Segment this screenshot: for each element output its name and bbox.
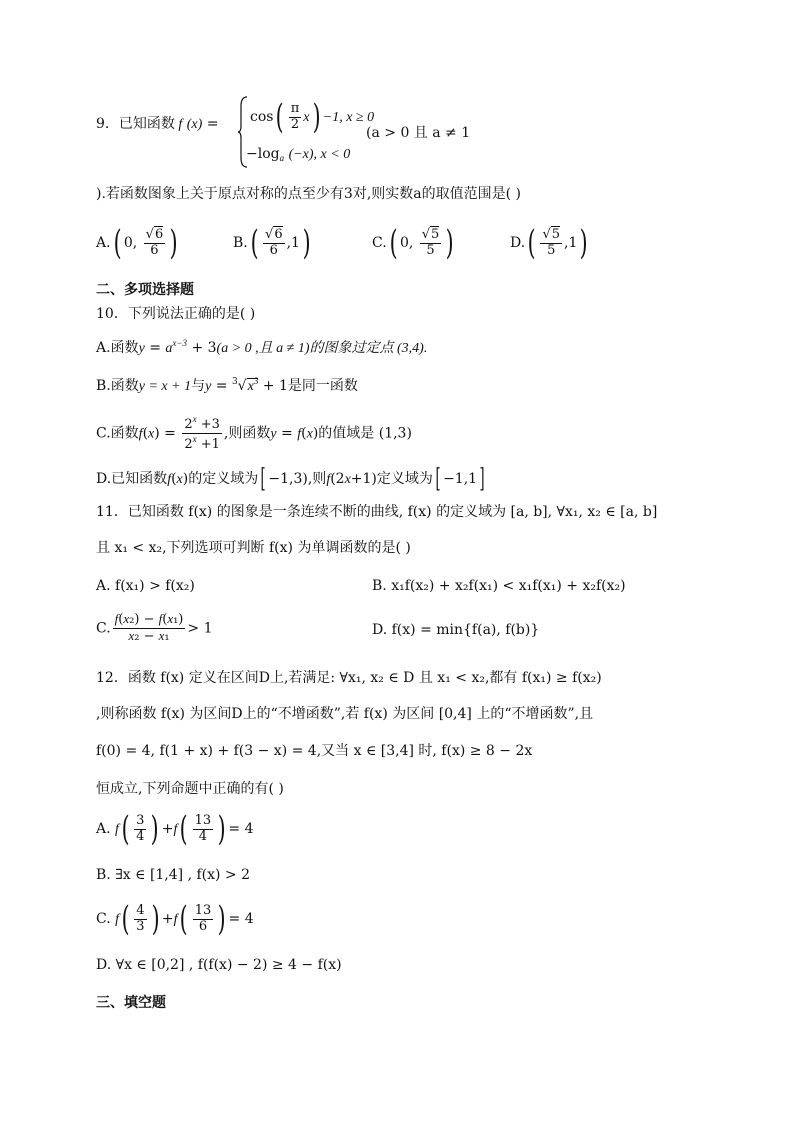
q11-line2: 且 x₁ < x₂,下列选项可判断 f(x) 为单调函数的是( ) [96,540,411,556]
q10-option-d[interactable]: D.已知函数f(x)的定义域为[ −1,3),则f(2x+1)定义域为[ −1,1] [96,464,485,494]
q9-line1: 9．已知函数 f (x) = [96,116,219,132]
q10-option-a[interactable]: A.函数$y = a^{x-3} + 3(a > 0$ ,且 a ≠ 1)的图象过定点 (3,4). [96,338,428,356]
q12-line3: f(0) = 4, f(1 + x) + f(3 − x) = 4,又当 x ∈ [3,4] 时, f(x) ≥ 8 − 2x [96,743,533,759]
q9-option-b[interactable]: B.( $\frac{√6}{6}$ ,1) [233,223,311,263]
q11-option-c[interactable]: C. $\frac{\text{f(x₂) − f(x₁)}}{\text{x₂ − x₁}}$ > 1 [96,611,213,644]
q12-option-a[interactable]: A. f( $\frac{3}{4}$ ) +f( $\frac{13}{4}$ ) = 4 [96,809,254,849]
q11-option-b[interactable]: B. x₁f(x₂) + x₂f(x₁) < x₁f(x₁) + x₂f(x₂) [372,578,626,594]
q9-case2: $-\log_a$ (−x), x < 0 [246,146,351,163]
section-fill-in-heading: 三、填空题 [96,995,166,1011]
q9-line2: ).若函数图象上关于原点对称的点至少有3对,则实数a的取值范围是( ) [96,186,521,202]
q9-option-c[interactable]: C.( 0, $\frac{√5}{5}$ ) [372,223,454,263]
q11-line1: 11．已知函数 f(x) 的图象是一条连续不断的曲线, f(x) 的定义域为 [a, b], ∀x₁, x₂ ∈ [a, b] [96,504,658,520]
section-multiple-choice-heading: 二、多项选择题 [96,282,194,298]
q10-option-c[interactable]: C.函数f(x) = $\frac{2^x +3}{2^x +1}$ ,则函数y = f(x)的值域是 (1,3) [96,414,412,452]
q12-line1: 12．函数 f(x) 定义在区间D上,若满足: ∀x₁, x₂ ∈ D 且 x₁ < x₂,都有 f(x₁) ≥ f(x₂) [96,670,602,686]
q12-line2: ,则称函数 f(x) 为区间D上的“不增函数”,若 f(x) 为区间 [0,4] 上的“不增函数”,且 [96,706,594,722]
q12-line4: 恒成立,下列命题中正确的有( ) [96,781,284,797]
q10-option-b[interactable]: B.函数y = x + 1与$y = ^3√x^3 + 1$是同一函数 [96,376,358,394]
q11-option-a[interactable]: A. f(x₁) > f(x₂) [96,578,195,594]
q9-case1: cos( $\frac{\pi}{2}$ x) −1, x ≥ 0 [250,97,375,137]
q9-option-a[interactable]: A.( 0, $\frac{√6}{6}$ ) [96,223,178,263]
q10-stem: 10．下列说法正确的是( ) [96,306,256,322]
q12-option-d[interactable]: D. ∀x ∈ [0,2] , f(f(x) − 2) ≥ 4 − f(x) [96,957,342,973]
q9-condition: (a > 0 且 a ≠ 1 [366,125,471,141]
q12-option-b[interactable]: B. ∃x ∈ [1,4] , f(x) > 2 [96,867,251,883]
q9-number: 9．已知函数 [96,116,175,132]
q9-option-d[interactable]: D.( $\frac{√5}{5}$ ,1) [510,223,589,263]
q11-option-d[interactable]: D. f(x) = min{f(a), f(b)} [372,622,540,638]
q12-option-c[interactable]: C. f( $\frac{4}{3}$ ) +f( $\frac{13}{6}$ ) = 4 [96,899,254,939]
